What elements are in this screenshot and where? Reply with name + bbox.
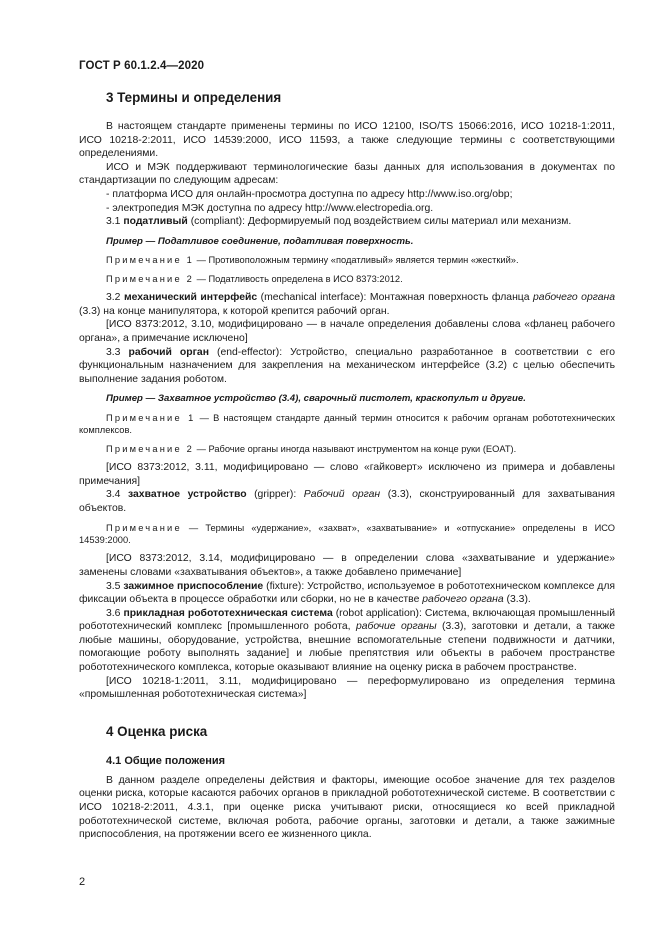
term-name: прикладная робототехническая система (123, 607, 333, 619)
term-definition: (robot application): Система, включающая промышленный робототехнический комплекс [промышленного робота, (79, 607, 615, 633)
term-definition: (end-effector): Устройство, специально разработанное в соответствии с его функциональным назначением для закрепления на механическом интерфейсе (3.2) с целью обеспечить выполнение задания роботом. (79, 346, 616, 385)
standard-header: ГОСТ Р 60.1.2.4—2020 (79, 60, 205, 72)
example-3-1 (79, 235, 615, 249)
note-text: — Податливость определена в ИСО 8373:2012. (196, 273, 403, 284)
example-text: Захватное устройство (3.4), сварочный пистолет, краскопульт и другие. (157, 393, 526, 405)
note-text: — Рабочие органы иногда называют инструментом на конце руки (EOAT). (196, 443, 517, 454)
subsection-4-1-title: 4.1 Общие положения (106, 754, 226, 767)
term-reference: рабочего органа (422, 594, 504, 606)
note-lead: Примечание 2 (106, 443, 194, 454)
term-number: 3.3 (106, 346, 121, 358)
term-3-4 (79, 488, 615, 515)
example-lead: Пример — (106, 393, 156, 405)
term-reference: Рабочий орган (303, 489, 381, 501)
term-3-2 (79, 291, 615, 318)
term-definition-end: (3.3), заготовки и детали, а также любые машины, оборудование, устройства, внешние вспомогательные степени подвижности и датчики, помогающие роботу выполнять задание] и любые препятствия или объекты в рабочем пространстве робототехнического комплекса, которые оказывают влияние на оценку риска в рабочем пространстве. (79, 621, 616, 674)
source-3-2: [ИСО 8373:2012, 3.10, модифицировано — в начале определения добавлены слова «фланец рабочего органа», а примечание исключено] (79, 319, 615, 344)
source-3-3: [ИСО 8373:2012, 3.11, модифицировано — слово «гайковерт» исключено из примера и добавлены примечания] (79, 462, 615, 487)
term-number: 3.4 (106, 489, 121, 501)
section-4-title: 4 Оценка риска (106, 723, 208, 739)
term-name: захватное устройство (127, 489, 247, 501)
term-definition-end: (3.3), сконструированный для захватывания объектов. (79, 489, 616, 514)
term-definition: (compliant): Деформируемый под воздействием силы материал или механизм. (190, 216, 572, 228)
term-3-3 (79, 346, 615, 387)
term-3-1 (79, 215, 615, 229)
term-3-5 (79, 580, 615, 607)
dash-item-iso-obp: - платформа ИСО для онлайн-просмотра доступна по адресу http://www.iso.org/obp; (106, 188, 513, 200)
note-3-1-2 (79, 273, 615, 285)
note-lead: Примечание (106, 522, 182, 533)
term-number: 3.2 (106, 292, 121, 304)
source-3-6: [ИСО 10218-1:2011, 3.11, модифицировано — переформулировано из определения термина «промышленная робототехническая система»] (79, 675, 615, 701)
term-reference: рабочие органы (355, 621, 437, 633)
term-number: 3.6 (106, 607, 121, 619)
term-definition: (gripper): (254, 489, 297, 501)
section-4-1-paragraph: В данном разделе определены действия и факторы, имеющие особое значение для тех разделов оценки риска, которые касаются рабочих органов в прикладной робототехнической системе. В соответствии с ИСО 10218-2:2011, 4.3.1, при оценке риска учитывают риски, относящиеся ко всей прикладной робототехнической системе, включая робота, рабочие органы, заготовки и детали, а также зажимные приспособления, на протяжении всего ее жизненного цикла. (79, 774, 615, 841)
note-3-4 (79, 522, 615, 547)
example-3-3 (79, 392, 615, 406)
term-number: 3.5 (106, 580, 121, 592)
term-definition: (fixture): Устройство, используемое в робототехническом комплексе для фиксации объекта в процессе обработки или сборки, но не в качестве (79, 580, 616, 606)
note-lead: Примечание 1 (106, 255, 194, 266)
term-name: механический интерфейс (123, 292, 258, 304)
term-name: рабочий орган (128, 346, 209, 358)
note-text: — Противоположным термину «податливый» является термин «жесткий». (196, 255, 519, 266)
note-lead: Примечание 1 (106, 412, 196, 423)
term-name: податливый (123, 216, 188, 228)
example-text: Податливое соединение, податливая поверхность. (157, 235, 414, 247)
page-content (79, 90, 615, 842)
term-definition-end: (3.3). (506, 594, 531, 606)
term-name: зажимное приспособление (123, 580, 264, 592)
term-definition-end: (3.3) на конце манипулятора, к которой крепится рабочий орган. (79, 305, 390, 317)
iso-iec-paragraph: ИСО и МЭК поддерживают терминологические базы данных для использования в документах по стандартизации по следующим адресам: (79, 161, 615, 187)
term-definition: (mechanical interface): Монтажная поверхность фланца (260, 292, 530, 304)
note-lead: Примечание 2 (106, 273, 194, 284)
dash-item-electropedia: - электропедия МЭК доступна по адресу http://www.electropedia.org. (106, 202, 434, 214)
note-3-3-2 (79, 443, 615, 455)
term-reference: рабочего органа (533, 292, 616, 304)
note-text: — В настоящем стандарте данный термин относится к рабочим органам робототехнических комплексов. (79, 412, 615, 436)
section-3-title: 3 Термины и определения (106, 90, 282, 105)
term-number: 3.1 (106, 216, 121, 228)
section-3-intro: В настоящем стандарте применены термины по ИСО 12100, ISO/TS 15066:2016, ИСО 10218-1:2011, ИСО 10218-2:2011, ИСО 14539:2000, ИСО 11593, а также следующие термины с соответствующими определениями. (79, 121, 615, 160)
term-3-6 (79, 607, 615, 675)
page-number: 2 (79, 876, 86, 888)
note-3-3-1 (79, 412, 615, 437)
note-text: — Термины «удержание», «захват», «захватывание» и «отпускание» определены в ИСО 14539:2000. (79, 522, 615, 545)
note-3-1-1 (79, 254, 615, 266)
example-lead: Пример — (106, 235, 156, 247)
source-3-4: [ИСО 8373:2012, 3.14, модифицировано — в определении слова «захватывание и удержание» заменены словами «захватывания объектов», а также добавлено примечание] (79, 553, 615, 578)
